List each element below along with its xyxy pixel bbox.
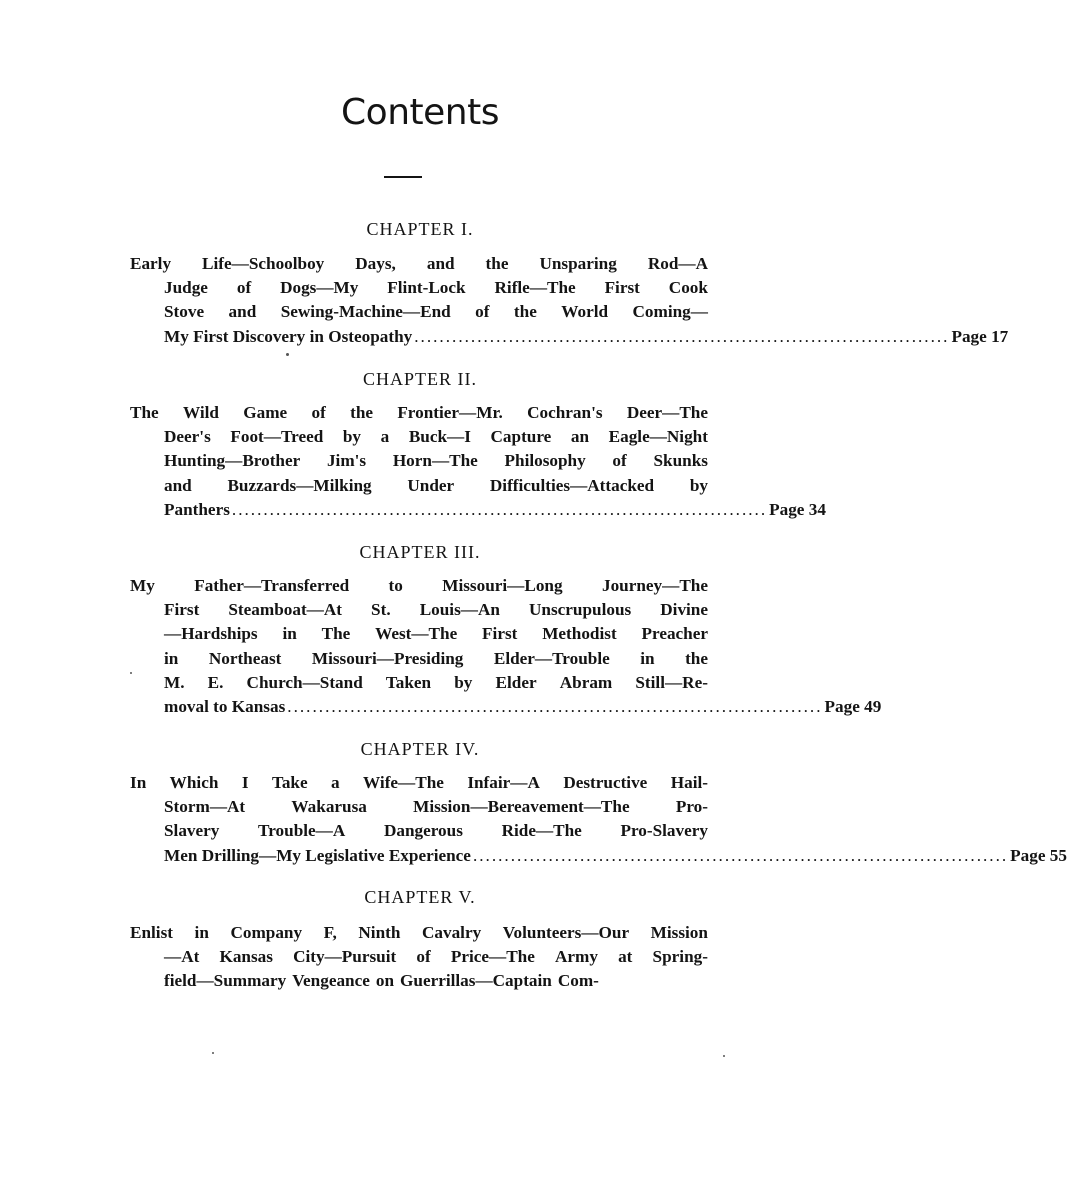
entry-line: Early Life—Schoolboy Days, and the Unsparing Rod—A bbox=[130, 254, 708, 273]
entry-line: In Which I Take a Wife—The Infair—A Destructive Hail- bbox=[130, 773, 708, 792]
chapter-entry-4 bbox=[130, 771, 1067, 868]
dot-leader: ..................................................................................... bbox=[231, 499, 768, 519]
scan-speck bbox=[286, 353, 289, 356]
page-title: Contents bbox=[341, 92, 499, 133]
entry-line: Storm—At Wakarusa Mission—Bereavement—The Pro- bbox=[164, 797, 708, 817]
scan-speck bbox=[212, 1052, 214, 1054]
entry-line: My Father—Transferred to Missouri—Long Journey—The bbox=[130, 576, 708, 595]
entry-line: Enlist in Company F, Ninth Cavalry Volunteers—Our Mission bbox=[130, 923, 708, 942]
chapter-heading-2: CHAPTER II. bbox=[363, 369, 477, 389]
dot-leader: ..................................................................................... bbox=[472, 845, 1009, 865]
entry-line: —Hardships in The West—The First Methodist Preacher bbox=[164, 624, 708, 644]
chapter-heading-4: CHAPTER IV. bbox=[360, 739, 480, 759]
entry-line: —At Kansas City—Pursuit of Price—The Army at Spring- bbox=[164, 947, 708, 967]
page-ref: Page 55 bbox=[1010, 845, 1067, 865]
entry-line-last bbox=[164, 325, 1009, 349]
page-ref: Page 49 bbox=[824, 696, 882, 716]
entry-line: First Steamboat—At St. Louis—An Unscrupulous Divine bbox=[164, 600, 708, 620]
entry-line-text: My First Discovery in Osteopathy bbox=[164, 326, 413, 346]
chapter-heading-5: CHAPTER V. bbox=[364, 887, 476, 907]
chapter-heading-1: CHAPTER I. bbox=[366, 219, 474, 239]
entry-line-text: moval to Kansas bbox=[164, 696, 286, 716]
entry-line-text: Panthers bbox=[164, 499, 230, 519]
chapter-entry-1 bbox=[130, 252, 1009, 349]
page-ref: Page 17 bbox=[951, 326, 1009, 346]
entry-line: The Wild Game of the Frontier—Mr. Cochran's Deer—The bbox=[130, 403, 708, 422]
chapter-entry-3 bbox=[130, 574, 882, 719]
dot-leader: ..................................................................................... bbox=[414, 326, 950, 346]
entry-line: Slavery Trouble—A Dangerous Ride—The Pro-Slavery bbox=[164, 821, 708, 841]
entry-line-text: Men Drilling—My Legislative Experience bbox=[164, 845, 471, 865]
chapter-entry-2 bbox=[130, 401, 826, 522]
entry-line: and Buzzards—Milking Under Difficulties—Attacked by bbox=[164, 475, 708, 495]
scan-speck bbox=[723, 1055, 725, 1057]
entry-line-last bbox=[164, 498, 826, 522]
chapter-heading-3: CHAPTER III. bbox=[359, 542, 481, 562]
chapter-entry-5 bbox=[130, 921, 708, 994]
page-ref: Page 34 bbox=[769, 499, 826, 519]
entry-line: M. E. Church—Stand Taken by Elder Abram Still—Re- bbox=[164, 672, 708, 692]
entry-line: Hunting—Brother Jim's Horn—The Philosophy of Skunks bbox=[164, 451, 708, 471]
scan-speck bbox=[130, 672, 132, 674]
entry-line: field—Summary Vengeance on Guerrillas—Captain Com- bbox=[164, 971, 599, 991]
dot-leader: ..................................................................................... bbox=[287, 696, 823, 716]
entry-line-last bbox=[164, 695, 882, 719]
entry-line: Deer's Foot—Treed by a Buck—I Capture an Eagle—Night bbox=[164, 427, 708, 447]
entry-line: Judge of Dogs—My Flint-Lock Rifle—The First Cook bbox=[164, 278, 708, 298]
entry-line: in Northeast Missouri—Presiding Elder—Trouble in the bbox=[164, 648, 708, 668]
title-rule bbox=[384, 176, 422, 178]
entry-line: Stove and Sewing-Machine—End of the World Coming— bbox=[164, 302, 708, 322]
entry-line-last bbox=[164, 844, 1067, 868]
